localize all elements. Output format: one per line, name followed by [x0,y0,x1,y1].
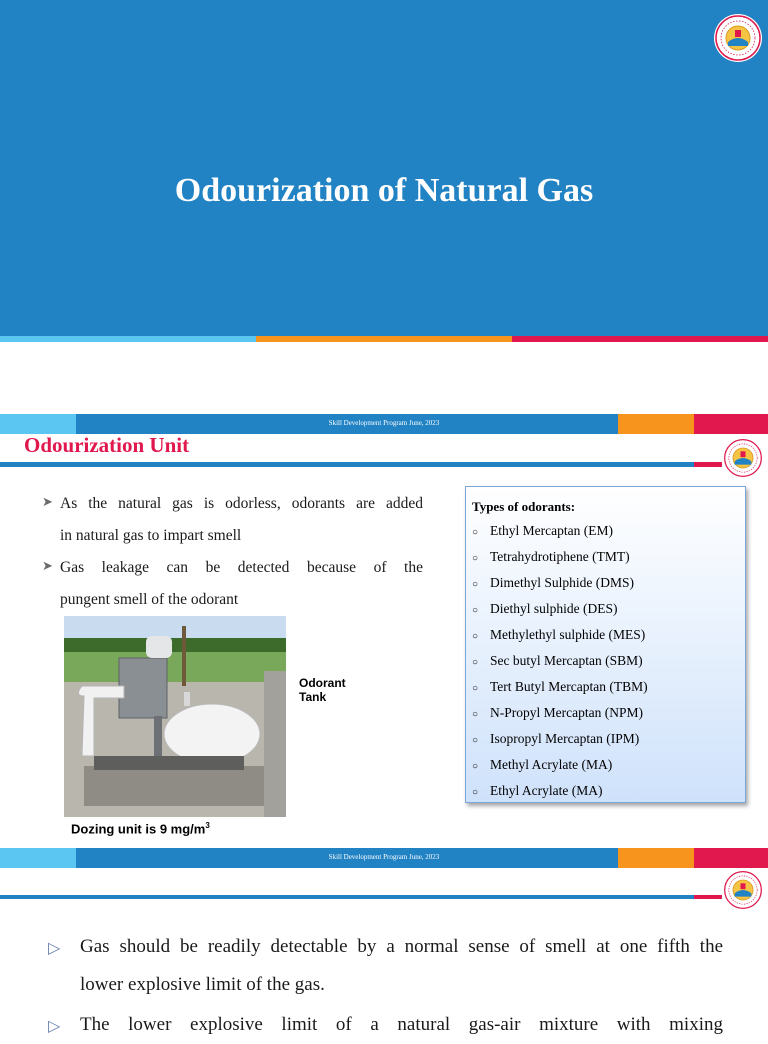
odorant-name: Methyl Acrylate (MA) [490,757,613,772]
list-item [472,757,648,783]
list-item [472,523,648,549]
odorant-name: Dimethyl Sulphide (DMS) [490,575,634,590]
bullet-2-line-1: Gas leakage can be detected because of the [60,559,423,576]
arrow-bullet-icon: ➤ [42,558,53,573]
bullet-1-line-1: As the natural gas is odorless, odorants are added [60,495,423,512]
list-item [472,731,648,757]
slide3-bullet-1-line-2: lower explosive limit of the gas. [80,974,325,995]
hollow-circle-icon: ○ [472,735,479,746]
list-item [472,575,648,601]
odorant-tank-label-line-2: Tank [299,690,327,704]
odorant-name: Sec butyl Mercaptan (SBM) [490,653,643,668]
hollow-circle-icon: ○ [472,657,479,668]
caption-text: Dozing unit is 9 mg/m [71,821,206,837]
odorants-list [472,523,648,809]
triangle-bullet-icon: ▷ [48,940,61,957]
odorant-name: Ethyl Acrylate (MA) [490,783,603,798]
odorant-name: Tetrahydrotiphene (TMT) [490,549,630,564]
slide-heading: Odourization Unit [24,433,190,457]
arrow-bullet-icon: ➤ [42,494,53,509]
bullet-2-line-2: pungent smell of the odorant [60,591,239,608]
dozing-unit-caption [71,821,210,836]
odorant-name: Methylethyl sulphide (MES) [490,627,646,642]
header-program-text: Skill Development Program June, 2023 [328,419,440,427]
list-item [472,627,648,653]
hollow-circle-icon: ○ [472,605,479,616]
footer-program-text: Skill Development Program June, 2023 [328,853,440,861]
hollow-circle-icon: ○ [472,709,479,720]
slide3-top-line-pink [694,895,722,899]
list-item [472,653,648,679]
hollow-circle-icon: ○ [472,683,479,694]
university-logo [714,14,762,62]
slide-footer-band [0,848,768,868]
hollow-circle-icon: ○ [472,631,479,642]
list-item [472,783,648,809]
slide-header-band [0,414,768,434]
odorant-name: Isopropyl Mercaptan (IPM) [490,731,640,746]
odorant-name: Ethyl Mercaptan (EM) [490,523,613,538]
title-stripe-light-blue [0,336,256,342]
bullet-1-line-2: in natural gas to impart smell [60,527,242,544]
slide3-bullet-2-line-1: The lower explosive limit of a natural gas-air mixture with mixing [80,1014,723,1035]
university-logo [723,438,763,478]
slide3-bullet-1-line-1: Gas should be readily detectable by a normal sense of smell at one fifth the [80,936,723,957]
odorant-name: N-Propyl Mercaptan (NPM) [490,705,643,720]
triangle-bullet-icon: ▷ [48,1018,61,1035]
hollow-circle-icon: ○ [472,787,479,798]
hollow-circle-icon: ○ [472,761,479,772]
odorant-tank-label-line-1: Odorant [299,676,346,690]
title-slide [0,0,768,342]
caption-superscript: 3 [205,821,210,830]
hollow-circle-icon: ○ [472,579,479,590]
university-logo [723,870,763,910]
odorants-box [465,486,746,803]
odorant-tank-photo [64,616,286,817]
title-stripe-orange [256,336,512,342]
odorant-name: Diethyl sulphide (DES) [490,601,618,616]
list-item [472,679,648,705]
slide3-top-line [0,895,694,899]
odorants-title: Types of odorants: [472,499,576,514]
hollow-circle-icon: ○ [472,553,479,564]
heading-underline-pink [694,462,722,467]
list-item [472,705,648,731]
title-stripe-pink [512,336,768,342]
list-item [472,549,648,575]
odorant-name: Tert Butyl Mercaptan (TBM) [490,679,648,694]
hollow-circle-icon: ○ [472,527,479,538]
heading-underline [0,462,694,467]
slide-title: Odourization of Natural Gas [174,172,594,209]
odorant-tank-label [299,676,346,704]
list-item [472,601,648,627]
